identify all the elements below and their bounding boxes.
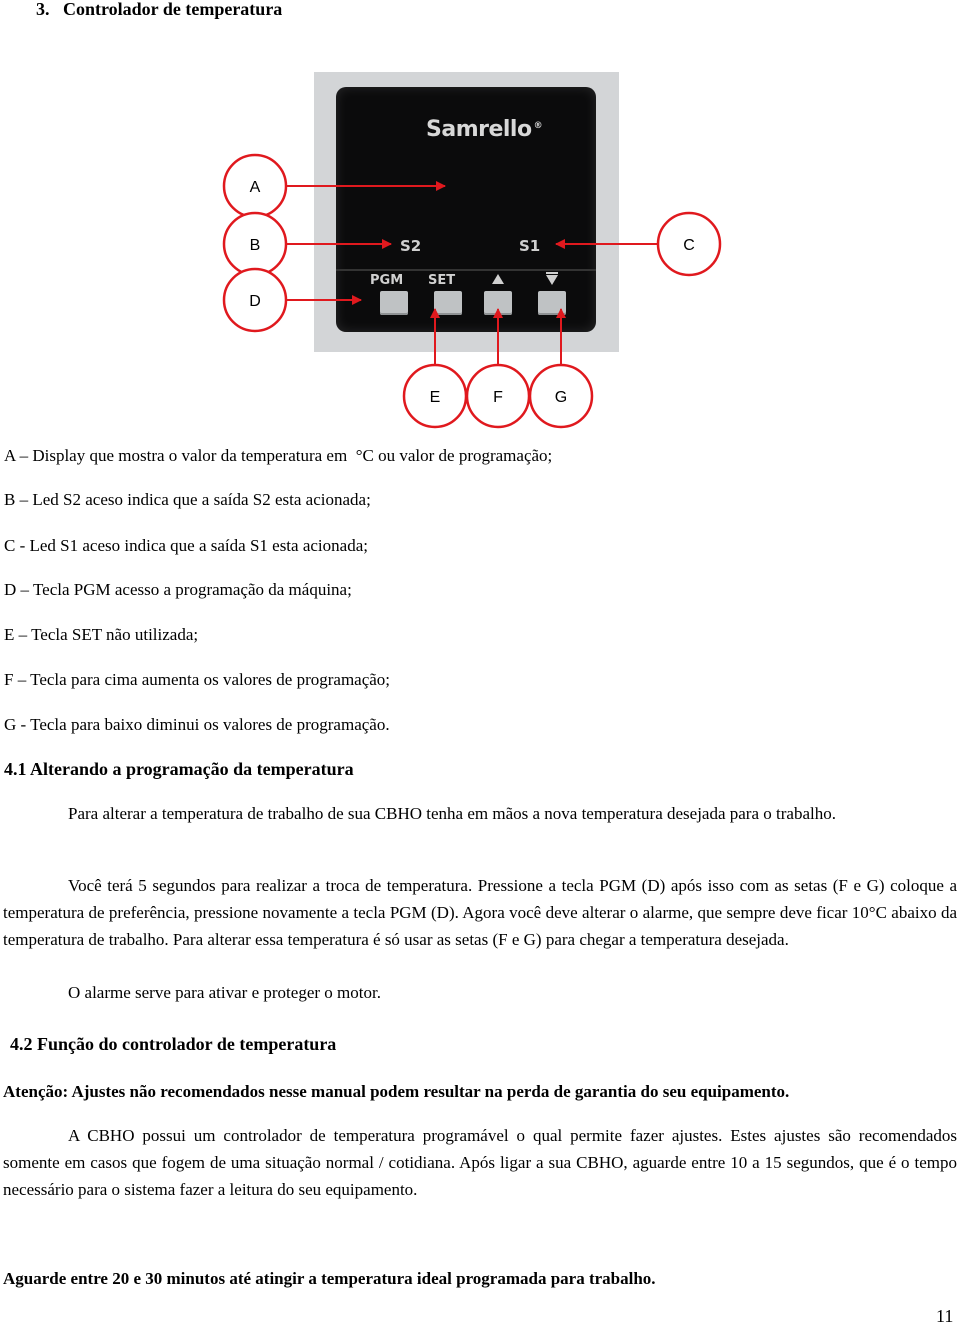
definition-f: F – Tecla para cima aumenta os valores de programação; [4, 670, 391, 689]
section-4-2-paragraph-1: A CBHO possui um controlador de temperatura programável o qual permite fazer ajustes. Estes ajustes são recomendados somente em casos que fogem de uma situação normal / cotidiana. Após ligar a sua CBHO, aguarde entre 10 a 15 segundos, que é o tempo necessário para o sistema fazer a leitura do seu equipamento. [3, 1126, 957, 1199]
warning-text: Atenção: Ajustes não recomendados nesse manual podem resultar na perda de garantia do seu equipamento. [3, 1082, 790, 1101]
section-4-1-paragraph-3: O alarme serve para ativar e proteger o motor. [68, 983, 381, 1002]
callout-d-label: D [249, 293, 261, 310]
led-s2-label: S2 [400, 237, 422, 255]
brand-logo: Samrello ® [426, 117, 543, 142]
definition-a: A – Display que mostra o valor da temperatura em °C ou valor de programação; [4, 446, 553, 465]
callout-e-label: E [429, 389, 441, 406]
definition-e: E – Tecla SET não utilizada; [4, 625, 199, 644]
section-4-1-title: 4.1 Alterando a programação da temperatura [4, 759, 354, 779]
callout-a-label: A [249, 179, 261, 196]
led-s1-label: S1 [519, 237, 541, 255]
section-title: 3. Controlador de temperatura [36, 0, 283, 19]
callout-c-label: C [683, 237, 695, 254]
callout-f-label: F [493, 389, 503, 406]
section-4-1-paragraph-1: Para alterar a temperatura de trabalho de sua CBHO tenha em mãos a nova temperatura desejada para o trabalho. [68, 804, 836, 823]
definition-d: D – Tecla PGM acesso a programação da máquina; [4, 580, 352, 599]
callout-b-label: B [249, 237, 261, 254]
set-key-label: SET [428, 273, 456, 288]
definition-g: G - Tecla para baixo diminui os valores de programação. [4, 715, 390, 734]
callout-g-label: G [554, 389, 568, 406]
final-note: Aguarde entre 20 e 30 minutos até atingir a temperatura ideal programada para trabalho. [3, 1269, 656, 1288]
definition-b: B – Led S2 aceso indica que a saída S2 esta acionada; [4, 490, 371, 509]
callout-overlay [0, 0, 960, 440]
pgm-key-label: PGM [370, 273, 404, 288]
definition-c: C - Led S1 aceso indica que a saída S1 esta acionada; [4, 536, 368, 555]
section-4-2-title: 4.2 Função do controlador de temperatura [10, 1034, 337, 1054]
section-4-1-paragraph-2: Você terá 5 segundos para realizar a troca de temperatura. Pressione a tecla PGM (D) após isso com as setas (F e G) coloque a temperatura de preferência, pressione novamente a tecla PGM (D). Agora você deve alterar o alarme, que sempre deve ficar 10°C abaixo da temperatura de trabalho. Para alterar essa temperatura é só usar as setas (F e G) para chegar a temperatura desejada. [3, 876, 957, 949]
page-number: 11 [936, 1306, 954, 1326]
